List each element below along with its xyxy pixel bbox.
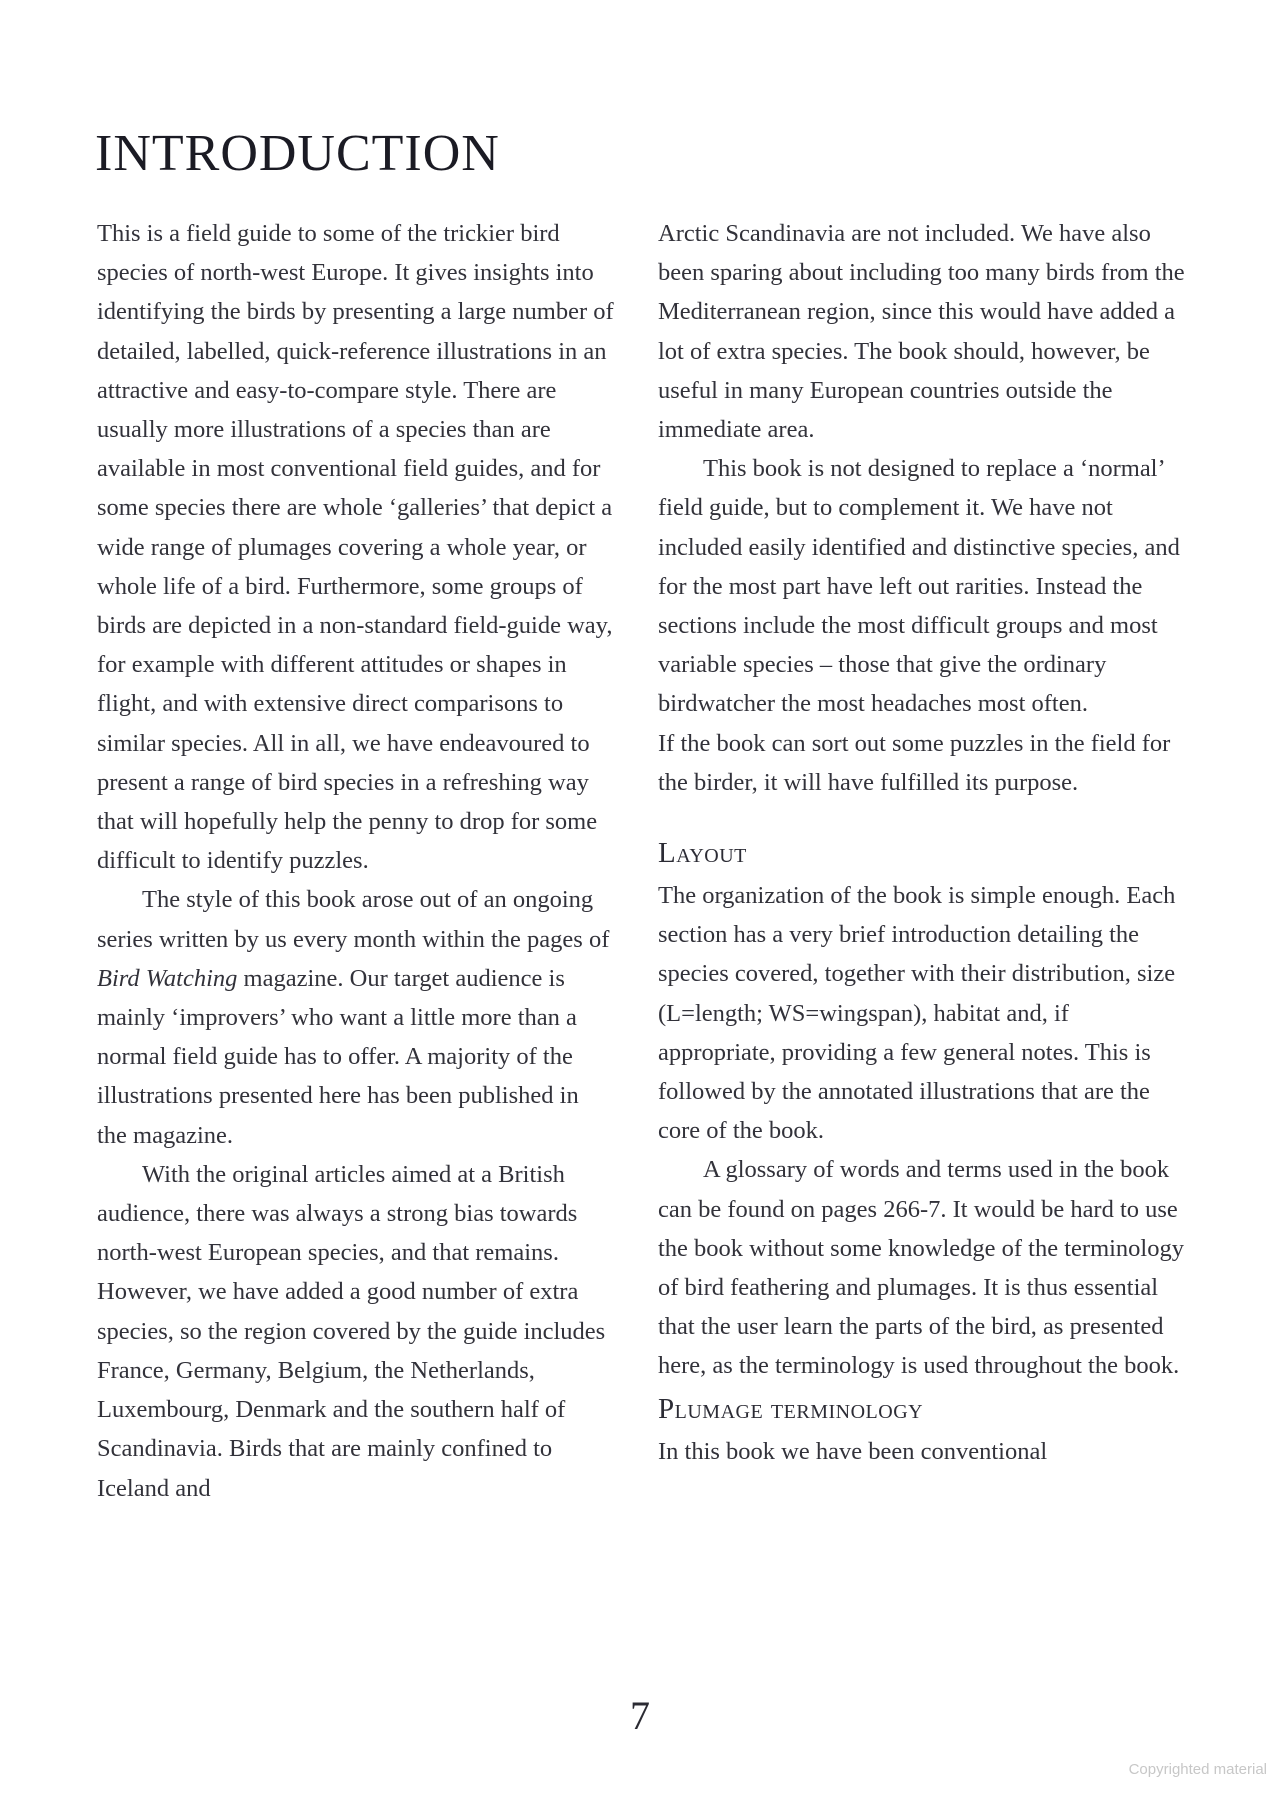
text-segment: This is a field guide to some of the trickier bird species of north-west Europe. It gives insights into identifying the birds by presenting a large number of detailed, labelled, quick-reference illustrations in an attractive and easy-to-compare style. There are usually more illustrations of a species than are available in most conventional field guides, and for some species there are whole ‘galleries’ that depict a wide range of plumages covering a whole year, or whole life of a bird. Furthermore, some groups of birds are depicted in a non-standard field-guide way, for example with different attitudes or shapes in flight, and with extensive direct comparisons to similar species. All in all, we have endeavoured to present a range of bird species in a refreshing way that will hopefully help the penny to drop for some difficult to identify puzzles.: [97, 220, 614, 875]
body-paragraph: [658, 449, 1185, 723]
section-heading: [658, 1386, 1185, 1432]
text-segment: Plumage terminology: [658, 1392, 924, 1425]
text-segment: If the book can sort out some puzzles in the field for the birder, it will have fulfilled its purpose.: [658, 729, 1171, 796]
right-text-column: [658, 214, 1185, 1471]
body-paragraph: [658, 1432, 1185, 1471]
text-segment: The style of this book arose out of an ongoing series written by us every month within the pages of: [97, 886, 610, 953]
copyright-watermark: Copyrighted material: [1128, 1761, 1267, 1778]
body-paragraph: [97, 1155, 624, 1508]
body-paragraph: [658, 214, 1185, 449]
section-heading: [658, 830, 1185, 876]
body-paragraph: [658, 724, 1185, 802]
page-title: INTRODUCTION: [95, 125, 500, 182]
body-paragraph: [97, 880, 624, 1154]
body-paragraph: [97, 214, 624, 880]
text-segment: the magazine.: [97, 1121, 234, 1149]
magazine-title-italic: Bird Watching: [97, 964, 238, 992]
body-paragraph: [658, 876, 1185, 1150]
text-segment: The organization of the book is simple enough. Each section has a very brief introduction detailing the species covered, together with their distribution, size (L=length; WS=wingspan), habitat and, if appropriate, providing a few general notes. This is followed by the annotated illustrations that are the core of the book.: [658, 882, 1176, 1145]
text-segment: A glossary of words and terms used in the book can be found on pages 266-7. It would be hard to use the book without some knowledge of the terminology of bird feathering and plumages. It is thus essential that the user learn the parts of the bird, as presented here, as the terminology is used throughout the book.: [658, 1156, 1184, 1380]
text-segment: With the original articles aimed at a British audience, there was always a strong bias towards north-west European species, and that remains. However, we have added a good number of extra species, so the region covered by the guide includes France, Germany, Belgium, the Netherlands, Luxembourg, Denmark and the southern half of Scandinavia. Birds that are mainly confined to Iceland and: [97, 1160, 606, 1502]
page-number: 7: [630, 1693, 650, 1738]
text-segment: Layout: [658, 837, 747, 870]
text-segment: This book is not designed to replace a ‘normal’ field guide, but to complement it. We have not included easily identified and distinctive species, and for the most part have left out rarities. Instead the sections include the most difficult groups and most variable species – those that give the ordinary birdwatcher the most headaches most often.: [658, 455, 1180, 718]
text-segment: In this book we have been conventional: [658, 1437, 1048, 1465]
text-segment: Arctic Scandinavia are not included. We have also been sparing about including too many birds from the Mediterranean region, since this would have added a lot of extra species. The book should, however, be useful in many European countries outside the immediate area.: [658, 220, 1185, 444]
text-segment: magazine. Our target audience is mainly ‘improvers’ who want a little more than a normal field guide has to offer. A majority of the illustrations presented here has been published in: [97, 964, 579, 1110]
body-paragraph: [658, 1150, 1185, 1385]
left-text-column: [97, 214, 624, 1508]
